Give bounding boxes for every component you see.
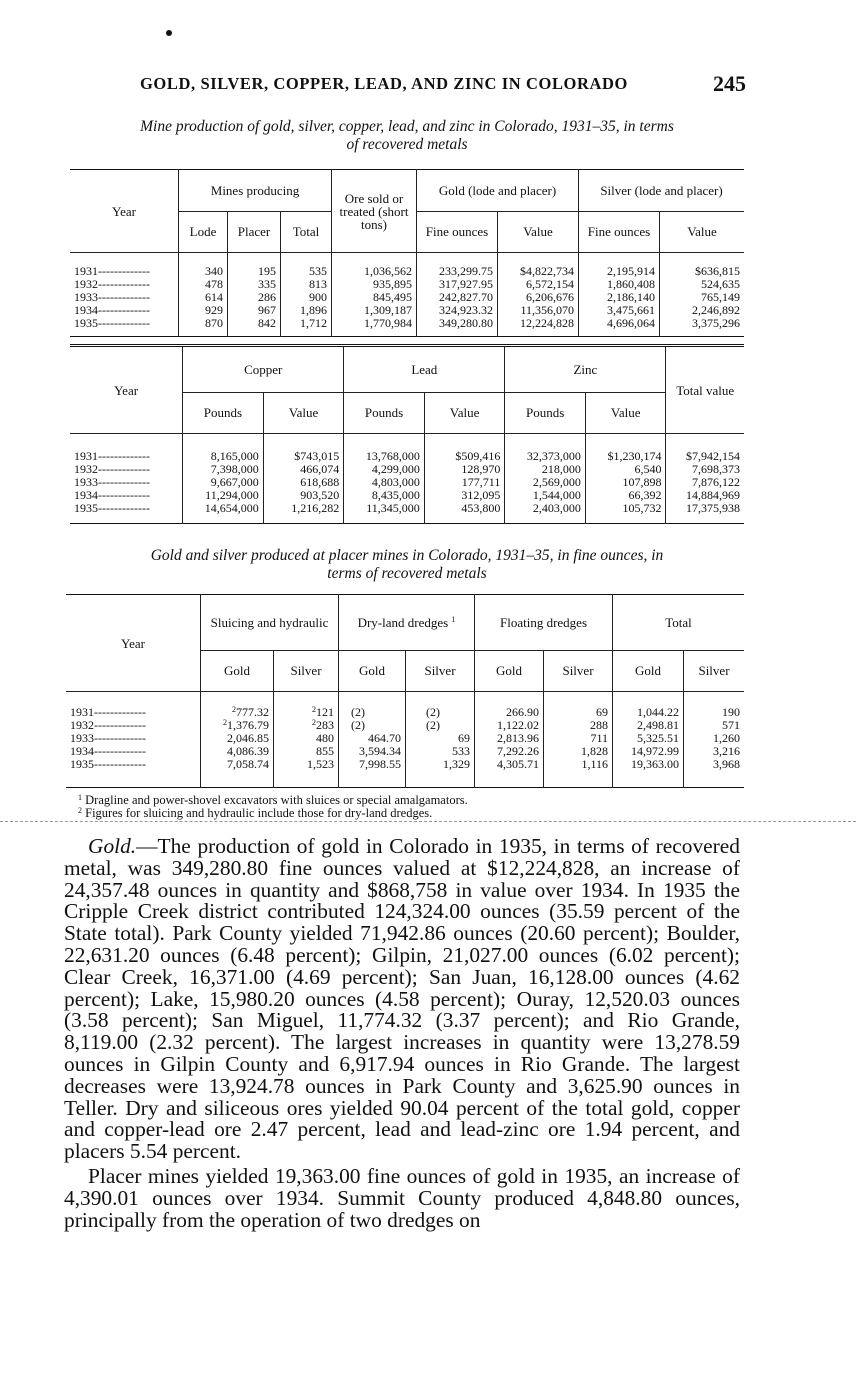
table-placer-production <box>66 594 744 788</box>
col-mines-producing: Mines producing <box>179 170 332 212</box>
year-label: 1935 <box>70 758 94 771</box>
copper-value-cell: 618,688 <box>263 476 344 489</box>
leader-dots: ------------- <box>98 264 150 278</box>
col-gold-fine-ounces: Fine ounces <box>417 211 498 253</box>
col-dryland-gold: Gold <box>339 650 406 691</box>
value: 711 <box>590 731 608 745</box>
floating-silver-cell <box>544 692 613 720</box>
value: (2) <box>351 705 365 719</box>
col-sluicing-gold: Gold <box>201 650 274 691</box>
zinc-value-cell: $1,230,174 <box>585 434 666 464</box>
value: (2) <box>351 718 365 732</box>
col-gold-group: Gold (lode and placer) <box>417 170 579 212</box>
lead-pounds-cell: 11,345,000 <box>344 502 425 524</box>
placer-cell: 967 <box>228 304 281 317</box>
year-label: 1932 <box>74 463 98 476</box>
table2-body <box>70 434 744 524</box>
running-title: GOLD, SILVER, COPPER, LEAD, AND ZINC IN COLORADO <box>140 74 628 93</box>
value: 14,972.99 <box>631 744 679 758</box>
ore-cell: 1,309,187 <box>332 304 417 317</box>
zinc-value-cell: 66,392 <box>585 489 666 502</box>
zinc-pounds-cell: 32,373,000 <box>505 434 586 464</box>
lead-pounds-cell: 8,435,000 <box>344 489 425 502</box>
gold-ounces-cell: 324,923.32 <box>417 304 498 317</box>
col-copper: Copper <box>183 346 344 393</box>
leader-dots: ------------- <box>94 719 146 732</box>
lode-cell: 478 <box>179 278 228 291</box>
value: 2,046.85 <box>227 731 269 745</box>
year-label: 1934 <box>74 304 98 317</box>
col-zinc-pounds: Pounds <box>505 392 586 433</box>
col-sluicing: Sluicing and hydraulic <box>201 595 339 651</box>
total-cell: 535 <box>281 253 332 279</box>
year-cell <box>70 476 183 489</box>
year-cell <box>66 732 201 745</box>
sluicing-gold-cell <box>201 692 274 720</box>
table-row <box>70 253 744 279</box>
table3-body <box>66 692 744 788</box>
lead-value-cell: 177,711 <box>424 476 505 489</box>
body-text <box>64 836 740 1231</box>
year-cell <box>70 317 179 337</box>
year-label: 1935 <box>74 317 98 330</box>
lead-value-cell: 312,095 <box>424 489 505 502</box>
col-silver-value: Value <box>660 211 745 253</box>
leader-dots: ------------- <box>94 758 146 771</box>
value: 7,058.74 <box>227 757 269 771</box>
value: 4,086.39 <box>227 744 269 758</box>
copper-pounds-cell: 14,654,000 <box>183 502 264 524</box>
silver-value-cell: 765,149 <box>701 290 740 304</box>
col-total: Total <box>281 211 332 253</box>
floating-gold-cell <box>475 692 544 720</box>
total-silver-cell <box>684 692 745 720</box>
value: 266.90 <box>506 705 539 719</box>
col-floating-gold: Gold <box>475 650 544 691</box>
col-year: Year <box>70 170 179 253</box>
silver-value-cell: 524,635 <box>701 277 740 291</box>
year-label: 1931 <box>74 264 98 278</box>
value: 480 <box>316 731 334 745</box>
leader-dots: ------------- <box>94 705 146 719</box>
placer-cell: 335 <box>228 278 281 291</box>
value: 855 <box>316 744 334 758</box>
placer-cell: 286 <box>228 291 281 304</box>
total-value-cell: 7,876,122 <box>692 475 740 489</box>
dryland-gold-cell <box>339 758 406 788</box>
leader-dots: ------------- <box>98 291 150 304</box>
col-lead: Lead <box>344 346 505 393</box>
value: 5,325.51 <box>637 731 679 745</box>
gold-value-cell: 6,572,154 <box>498 278 579 291</box>
col-lode: Lode <box>179 211 228 253</box>
page-number: 245 <box>713 71 746 96</box>
total-value-cell: $7,942,154 <box>686 449 740 463</box>
year-cell <box>70 253 179 279</box>
value: 1,828 <box>581 744 608 758</box>
year-cell <box>66 745 201 758</box>
table1-caption <box>62 118 752 154</box>
sluicing-silver-cell <box>274 758 339 788</box>
total-cell: 1,712 <box>281 317 332 337</box>
sluicing-silver-cell <box>274 692 339 720</box>
leader-dots: ------------- <box>98 304 150 317</box>
paragraph-text: Placer mines yielded 19,363.00 fine ounces of gold in 1935, an increase of 4,390.01 ounces over 1934. Summit County produced 4,848.80 ounces, principally from the operation of two dredges on <box>64 1163 740 1232</box>
running-head <box>140 71 746 96</box>
col-total-silver: Silver <box>684 650 745 691</box>
value: 19,363.00 <box>631 757 679 771</box>
col-floating: Floating dredges <box>475 595 613 651</box>
col-sluicing-silver: Silver <box>274 650 339 691</box>
leader-dots: ------------- <box>98 476 150 489</box>
ore-cell: 935,895 <box>332 278 417 291</box>
lode-cell: 870 <box>179 317 228 337</box>
value: 3,216 <box>713 744 740 758</box>
table-copper-lead-zinc <box>70 344 744 524</box>
leader-dots: ------------- <box>98 317 150 330</box>
zinc-pounds-cell: 1,544,000 <box>505 489 586 502</box>
table-row <box>70 502 744 524</box>
col-total: Total <box>613 595 745 651</box>
col-floating-silver: Silver <box>544 650 613 691</box>
year-cell <box>66 692 201 720</box>
table1-caption-line2: of recovered metals <box>346 136 468 153</box>
floating-gold-cell <box>475 758 544 788</box>
dryland-label: Dry-land dredges <box>357 614 449 630</box>
total-cell: 900 <box>281 291 332 304</box>
col-dryland-silver: Silver <box>406 650 475 691</box>
paragraph-gold <box>64 836 740 1163</box>
paragraph-lead: Gold. <box>88 834 137 858</box>
year-label: 1931 <box>70 705 94 719</box>
value: 1,122.02 <box>497 718 539 732</box>
table1-body <box>70 253 744 337</box>
gold-ounces-cell: 349,280.80 <box>417 317 498 337</box>
year-label: 1932 <box>70 719 94 732</box>
year-cell <box>70 304 179 317</box>
value: 121 <box>316 705 334 719</box>
lead-pounds-cell: 4,299,000 <box>344 463 425 476</box>
year-cell <box>70 291 179 304</box>
value: 4,305.71 <box>497 757 539 771</box>
dryland-silver-cell <box>406 692 475 720</box>
col-total-gold: Gold <box>613 650 684 691</box>
year-cell <box>70 489 183 502</box>
floating-silver-cell <box>544 758 613 788</box>
value: 288 <box>590 718 608 732</box>
value: 464.70 <box>368 731 401 745</box>
total-silver-cell <box>684 758 745 788</box>
col-dryland <box>339 595 475 651</box>
lode-cell: 614 <box>179 291 228 304</box>
col-zinc: Zinc <box>505 346 666 393</box>
footnote-ref: 2 <box>232 705 236 714</box>
gold-ounces-cell: 242,827.70 <box>417 291 498 304</box>
silver-value-cell: 2,246,892 <box>692 303 740 317</box>
gold-value-cell: $4,822,734 <box>498 253 579 279</box>
copper-pounds-cell: 7,398,000 <box>183 463 264 476</box>
leader-dots: ------------- <box>98 502 150 515</box>
value: 283 <box>316 718 334 732</box>
gold-value-cell: 6,206,676 <box>498 291 579 304</box>
footnote-mark: 1 <box>78 793 82 802</box>
paragraph-placer <box>64 1163 740 1232</box>
year-cell <box>66 719 201 732</box>
value: 69 <box>458 731 470 745</box>
footnote-ref: 2 <box>223 718 227 727</box>
leader-dots: ------------- <box>98 463 150 476</box>
year-label: 1934 <box>74 489 98 502</box>
value: 533 <box>452 744 470 758</box>
table-row <box>66 758 744 788</box>
year-cell <box>70 434 183 464</box>
footnote-text: Dragline and power-shovel excavators with sluices or special amalgamators. <box>85 793 468 807</box>
year-label: 1933 <box>74 291 98 304</box>
year-label: 1932 <box>74 278 98 291</box>
copper-value-cell: $743,015 <box>263 434 344 464</box>
col-placer: Placer <box>228 211 281 253</box>
total-cell: 813 <box>281 278 332 291</box>
leader-dots: ------------- <box>98 489 150 502</box>
year-label: 1933 <box>74 476 98 489</box>
year-cell <box>70 502 183 524</box>
col-total-value: Total value <box>666 346 744 434</box>
silver-ounces-cell: 1,860,408 <box>579 278 660 291</box>
total-value-cell: 14,884,969 <box>686 488 740 502</box>
value: 571 <box>722 718 740 732</box>
table-row <box>70 317 744 337</box>
value: 2,498.81 <box>637 718 679 732</box>
gold-value-cell: 12,224,828 <box>498 317 579 337</box>
value: 1,329 <box>443 757 470 771</box>
value: 2,813.96 <box>497 731 539 745</box>
value: 1,116 <box>581 757 608 771</box>
silver-ounces-cell: 3,475,661 <box>579 304 660 317</box>
year-cell <box>70 278 179 291</box>
sluicing-gold-cell <box>201 758 274 788</box>
ore-cell: 1,036,562 <box>332 253 417 279</box>
ore-cell: 1,770,984 <box>332 317 417 337</box>
col-copper-pounds: Pounds <box>183 392 264 433</box>
silver-value-cell: $636,815 <box>695 264 740 278</box>
gold-value-cell: 11,356,070 <box>498 304 579 317</box>
table3-caption <box>62 547 752 583</box>
lead-pounds-cell: 4,803,000 <box>344 476 425 489</box>
gold-ounces-cell: 317,927.95 <box>417 278 498 291</box>
value: 1,260 <box>713 731 740 745</box>
table3-caption-line1: Gold and silver produced at placer mines in Colorado, 1931–35, in fine ounces, in <box>150 547 664 564</box>
col-lead-value: Value <box>424 392 505 433</box>
lead-value-cell: 453,800 <box>424 502 505 524</box>
lead-pounds-cell: 13,768,000 <box>344 434 425 464</box>
total-cell: 1,896 <box>281 304 332 317</box>
copper-pounds-cell: 11,294,000 <box>183 489 264 502</box>
value: 1,044.22 <box>637 705 679 719</box>
value: 1,523 <box>307 757 334 771</box>
table-row <box>66 692 744 720</box>
lead-value-cell: 128,970 <box>424 463 505 476</box>
leader-dots: ------------- <box>94 745 146 758</box>
silver-ounces-cell: 4,696,064 <box>579 317 660 337</box>
value: (2) <box>426 718 440 732</box>
col-lead-pounds: Pounds <box>344 392 425 433</box>
footnote-mark: 2 <box>78 806 82 815</box>
zinc-pounds-cell: 218,000 <box>505 463 586 476</box>
silver-ounces-cell: 2,195,914 <box>579 253 660 279</box>
ink-dot <box>166 30 172 36</box>
leader-dots: ------------- <box>94 732 146 745</box>
copper-pounds-cell: 9,667,000 <box>183 476 264 489</box>
year-label: 1934 <box>70 745 94 758</box>
lode-cell: 340 <box>179 253 228 279</box>
copper-value-cell: 1,216,282 <box>263 502 344 524</box>
zinc-pounds-cell: 2,403,000 <box>505 502 586 524</box>
col-zinc-value: Value <box>585 392 666 433</box>
total-value-cell: 17,375,938 <box>686 501 740 515</box>
ore-cell: 845,495 <box>332 291 417 304</box>
year-cell <box>70 463 183 476</box>
dryland-footnote-mark: 1 <box>451 614 456 624</box>
value: 3,968 <box>713 757 740 771</box>
value: 190 <box>722 705 740 719</box>
leader-dots: ------------- <box>98 449 150 463</box>
col-year: Year <box>70 346 183 434</box>
value: (2) <box>426 705 440 719</box>
year-cell <box>66 758 201 788</box>
total-value-cell: 7,698,373 <box>692 462 740 476</box>
value: 7,292.26 <box>497 744 539 758</box>
page-divider <box>0 821 856 822</box>
col-silver-fine-ounces: Fine ounces <box>579 211 660 253</box>
copper-pounds-cell: 8,165,000 <box>183 434 264 464</box>
total-gold-cell <box>613 758 684 788</box>
col-year: Year <box>66 595 201 692</box>
gold-ounces-cell: 233,299.75 <box>417 253 498 279</box>
zinc-value-cell: 105,732 <box>585 502 666 524</box>
footnote-text: Figures for sluicing and hydraulic include those for dry-land dredges. <box>85 806 433 820</box>
total-gold-cell <box>613 692 684 720</box>
table3-caption-line2: terms of recovered metals <box>327 565 487 582</box>
col-silver-group: Silver (lode and placer) <box>579 170 745 212</box>
table-mine-production <box>70 169 744 337</box>
lead-value-cell: $509,416 <box>424 434 505 464</box>
copper-value-cell: 903,520 <box>263 489 344 502</box>
year-label: 1931 <box>74 449 98 463</box>
col-gold-value: Value <box>498 211 579 253</box>
table1-caption-line1: Mine production of gold, silver, copper, lead, and zinc in Colorado, 1931–35, in terms <box>140 118 674 135</box>
paragraph-text: —The production of gold in Colorado in 1935, in terms of recovered metal, was 349,280.80 fine ounces valued at $12,224,828, an increase of 24,357.48 ounces in quantity and $868,758 in value over 1934. In 1935 the Cripple Creek district contributed 124,324.00 ounces (35.59 percent of the State total). Park County yielded 71,942.86 ounces (20.60 percent); Boulder, 22,631.20 ounces (6.48 percent); Gilpin, 21,027.00 ounces (6.02 percent); Clear Creek, 16,371.00 (4.69 percent); San Juan, 16,128.00 ounces (4.62 percent); Lake, 15,980.20 ounces (4.58 percent); Ouray, 12,520.03 ounces (3.58 percent); San Miguel, 11,774.32 (3.37 percent); and Rio Grande, 8,119.00 (2.32 percent). The largest increases in quantity were 13,278.59 ounces in Gilpin County and 6,917.94 ounces in Rio Grande. The largest decreases were 13,924.78 ounces in Park County and 3,625.90 ounces in Teller. Dry and siliceous ores yielded 90.04 percent of the total gold, copper and copper-lead ore 2.47 percent, lead and lead-zinc ore 1.94 percent, and placers 5.54 percent. <box>64 834 740 1164</box>
placer-cell: 842 <box>228 317 281 337</box>
footnotes <box>78 794 758 820</box>
value: 777.32 <box>236 705 269 719</box>
silver-ounces-cell: 2,186,140 <box>579 291 660 304</box>
footnote-2 <box>78 807 758 820</box>
silver-value-cell: 3,375,296 <box>692 316 740 330</box>
value: 7,998.55 <box>359 757 401 771</box>
dryland-silver-cell <box>406 758 475 788</box>
placer-cell: 195 <box>228 253 281 279</box>
value: 69 <box>596 705 608 719</box>
zinc-pounds-cell: 2,569,000 <box>505 476 586 489</box>
dryland-gold-cell <box>339 692 406 720</box>
table-row <box>70 434 744 464</box>
lode-cell: 929 <box>179 304 228 317</box>
leader-dots: ------------- <box>98 278 150 291</box>
year-label: 1933 <box>70 732 94 745</box>
footnote-ref: 2 <box>312 718 316 727</box>
value: 3,594.34 <box>359 744 401 758</box>
year-label: 1935 <box>74 502 98 515</box>
zinc-value-cell: 107,898 <box>585 476 666 489</box>
copper-value-cell: 466,074 <box>263 463 344 476</box>
value: 1,376.79 <box>227 718 269 732</box>
col-copper-value: Value <box>263 392 344 433</box>
footnote-ref: 2 <box>312 705 316 714</box>
col-ore: Ore sold or treated (short tons) <box>332 170 417 253</box>
zinc-value-cell: 6,540 <box>585 463 666 476</box>
